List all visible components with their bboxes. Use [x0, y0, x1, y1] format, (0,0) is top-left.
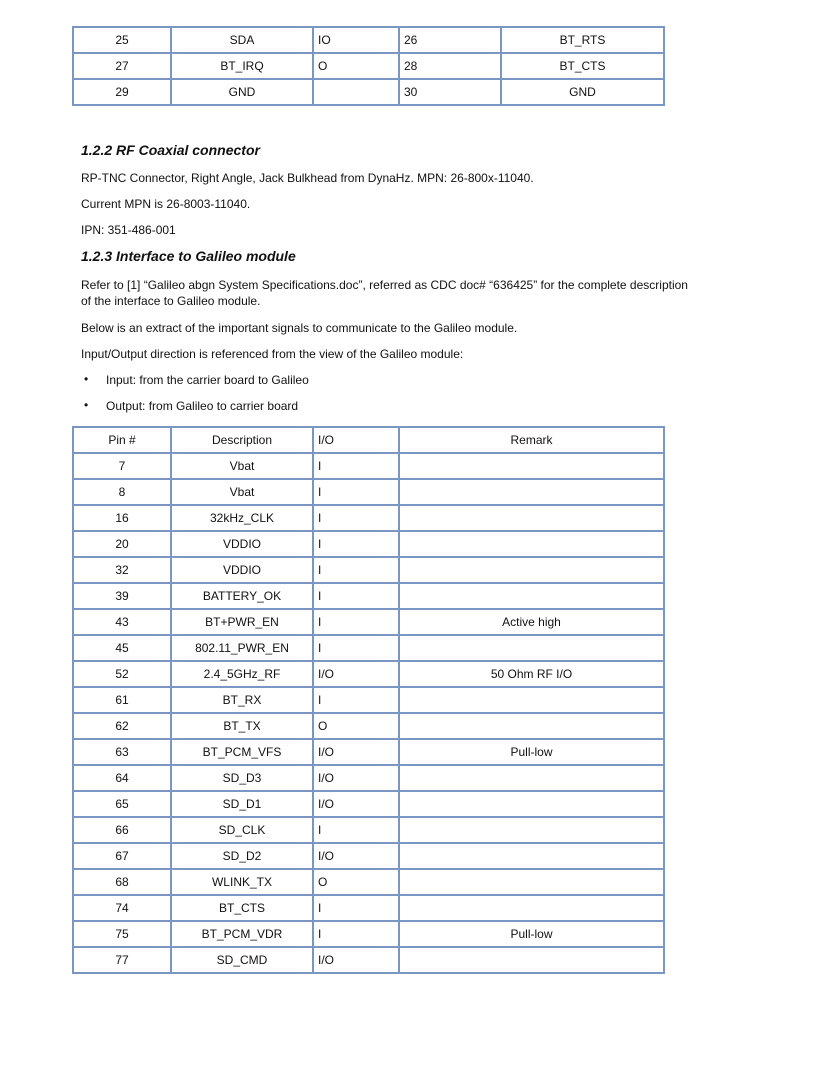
table-row — [73, 661, 664, 687]
io-cell: IO — [313, 27, 399, 53]
table-row — [73, 895, 664, 921]
io-cell: O — [313, 53, 399, 79]
signal-cell: BT_IRQ — [171, 53, 313, 79]
paragraph-current-mpn: Current MPN is 26-8003-11040. — [81, 197, 251, 211]
remark-cell — [399, 531, 664, 557]
paragraph-direction: Input/Output direction is referenced from the view of the Galileo module: — [81, 347, 464, 361]
section-heading-rf-coaxial: 1.2.2 RF Coaxial connector — [81, 142, 260, 158]
io-cell: I/O — [313, 791, 399, 817]
description-cell: VDDIO — [171, 557, 313, 583]
table-row — [73, 687, 664, 713]
pin-number-cell: 61 — [73, 687, 171, 713]
description-cell: BT+PWR_EN — [171, 609, 313, 635]
signal-cell: GND — [501, 79, 664, 105]
description-cell: SD_CLK — [171, 817, 313, 843]
remark-cell: Pull-low — [399, 739, 664, 765]
remark-cell — [399, 635, 664, 661]
remark-cell — [399, 583, 664, 609]
io-cell: I/O — [313, 843, 399, 869]
table-row — [73, 505, 664, 531]
io-cell: I — [313, 687, 399, 713]
description-cell: SD_D1 — [171, 791, 313, 817]
table-row — [73, 27, 664, 53]
table-row — [73, 921, 664, 947]
remark-cell — [399, 505, 664, 531]
pin-number-cell: 62 — [73, 713, 171, 739]
remark-cell — [399, 765, 664, 791]
header-description: Description — [171, 427, 313, 453]
pin-number-cell: 28 — [399, 53, 501, 79]
table-row — [73, 557, 664, 583]
remark-cell — [399, 557, 664, 583]
description-cell: SD_D3 — [171, 765, 313, 791]
description-cell: SD_D2 — [171, 843, 313, 869]
table-header-row — [73, 427, 664, 453]
table-row — [73, 765, 664, 791]
pin-number-cell: 16 — [73, 505, 171, 531]
io-cell: I — [313, 921, 399, 947]
io-cell: I — [313, 635, 399, 661]
io-cell: I — [313, 479, 399, 505]
signal-cell: SDA — [171, 27, 313, 53]
description-cell: WLINK_TX — [171, 869, 313, 895]
pin-number-cell: 43 — [73, 609, 171, 635]
remark-cell — [399, 479, 664, 505]
io-cell: I/O — [313, 765, 399, 791]
paragraph-ipn: IPN: 351-486-001 — [81, 223, 176, 237]
description-cell: VDDIO — [171, 531, 313, 557]
table-row — [73, 635, 664, 661]
pin-number-cell: 66 — [73, 817, 171, 843]
header-pin: Pin # — [73, 427, 171, 453]
signal-cell: GND — [171, 79, 313, 105]
pin-number-cell: 30 — [399, 79, 501, 105]
io-cell: I — [313, 609, 399, 635]
io-cell: I — [313, 583, 399, 609]
remark-cell — [399, 453, 664, 479]
table-row — [73, 843, 664, 869]
description-cell: Vbat — [171, 453, 313, 479]
table-row — [73, 53, 664, 79]
io-cell: O — [313, 869, 399, 895]
description-cell: BT_TX — [171, 713, 313, 739]
remark-cell — [399, 817, 664, 843]
pin-number-cell: 25 — [73, 27, 171, 53]
io-cell: I — [313, 531, 399, 557]
pin-number-cell: 27 — [73, 53, 171, 79]
remark-cell — [399, 687, 664, 713]
io-cell: I/O — [313, 947, 399, 973]
remark-cell — [399, 791, 664, 817]
paragraph-refer-line1: Refer to [1] “Galileo abgn System Specifications.doc”, referred as CDC doc# “636425” for the complete description — [81, 278, 688, 292]
io-cell: I — [313, 817, 399, 843]
description-cell: 32kHz_CLK — [171, 505, 313, 531]
bullet-input: Input: from the carrier board to Galileo — [106, 373, 309, 387]
io-cell: I — [313, 895, 399, 921]
bullet-dot: • — [84, 372, 89, 386]
table-row — [73, 609, 664, 635]
header-remark: Remark — [399, 427, 664, 453]
io-cell: I/O — [313, 739, 399, 765]
pin-number-cell: 26 — [399, 27, 501, 53]
pin-number-cell: 8 — [73, 479, 171, 505]
pin-number-cell: 29 — [73, 79, 171, 105]
pin-number-cell: 74 — [73, 895, 171, 921]
remark-cell: Pull-low — [399, 921, 664, 947]
description-cell: BT_PCM_VDR — [171, 921, 313, 947]
table-row — [73, 713, 664, 739]
bullet-dot: • — [84, 398, 89, 412]
pin-number-cell: 65 — [73, 791, 171, 817]
table-row — [73, 479, 664, 505]
description-cell: 802.11_PWR_EN — [171, 635, 313, 661]
table-row — [73, 869, 664, 895]
pin-number-cell: 68 — [73, 869, 171, 895]
pin-number-cell: 32 — [73, 557, 171, 583]
description-cell: Vbat — [171, 479, 313, 505]
bullet-output: Output: from Galileo to carrier board — [106, 399, 299, 413]
top-pin-table-body — [73, 27, 664, 105]
table-row — [73, 739, 664, 765]
io-cell: I — [313, 505, 399, 531]
paragraph-refer-line2: of the interface to Galileo module. — [81, 294, 261, 308]
table-row — [73, 531, 664, 557]
description-cell: BT_CTS — [171, 895, 313, 921]
remark-cell — [399, 713, 664, 739]
pin-number-cell: 64 — [73, 765, 171, 791]
pin-number-cell: 45 — [73, 635, 171, 661]
remark-cell — [399, 895, 664, 921]
remark-cell: 50 Ohm RF I/O — [399, 661, 664, 687]
io-cell — [313, 79, 399, 105]
table-row — [73, 947, 664, 973]
remark-cell: Active high — [399, 609, 664, 635]
pin-table-head — [73, 427, 664, 453]
signal-cell: BT_CTS — [501, 53, 664, 79]
paragraph-connector: RP-TNC Connector, Right Angle, Jack Bulkhead from DynaHz. MPN: 26-800x-11040. — [81, 171, 534, 185]
galileo-pin-table — [72, 426, 665, 974]
io-cell: I — [313, 453, 399, 479]
pin-number-cell: 39 — [73, 583, 171, 609]
description-cell: 2.4_5GHz_RF — [171, 661, 313, 687]
paragraph-extract: Below is an extract of the important signals to communicate to the Galileo module. — [81, 321, 518, 335]
pin-number-cell: 75 — [73, 921, 171, 947]
description-cell: BT_PCM_VFS — [171, 739, 313, 765]
pin-number-cell: 20 — [73, 531, 171, 557]
section-heading-galileo-interface: 1.2.3 Interface to Galileo module — [81, 248, 296, 264]
remark-cell — [399, 947, 664, 973]
remark-cell — [399, 869, 664, 895]
table-row — [73, 791, 664, 817]
header-io: I/O — [313, 427, 399, 453]
io-cell: I/O — [313, 661, 399, 687]
description-cell: SD_CMD — [171, 947, 313, 973]
remark-cell — [399, 843, 664, 869]
pin-number-cell: 52 — [73, 661, 171, 687]
io-cell: I — [313, 557, 399, 583]
pin-number-cell: 77 — [73, 947, 171, 973]
description-cell: BT_RX — [171, 687, 313, 713]
description-cell: BATTERY_OK — [171, 583, 313, 609]
table-row — [73, 817, 664, 843]
top-pin-table — [72, 26, 665, 106]
table-row — [73, 583, 664, 609]
signal-cell: BT_RTS — [501, 27, 664, 53]
pin-number-cell: 67 — [73, 843, 171, 869]
pin-table-body — [73, 453, 664, 973]
pin-number-cell: 7 — [73, 453, 171, 479]
table-row — [73, 79, 664, 105]
table-row — [73, 453, 664, 479]
pin-number-cell: 63 — [73, 739, 171, 765]
io-cell: O — [313, 713, 399, 739]
